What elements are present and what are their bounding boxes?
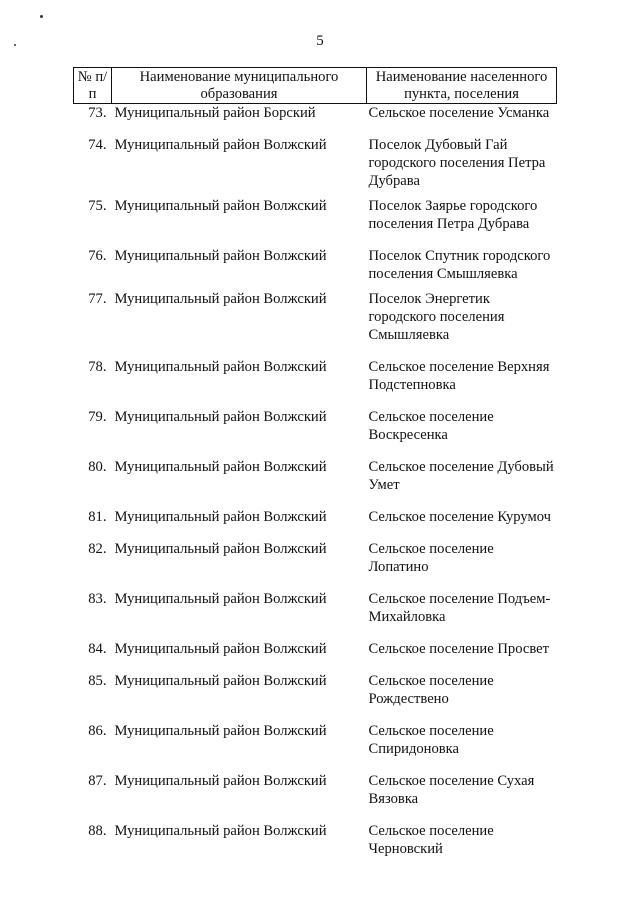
page-number: 5 <box>316 33 324 49</box>
row-number: 77. <box>88 291 107 307</box>
table-row <box>74 672 557 722</box>
row-settlement: Поселок Спутник городского поселения Смышляевка <box>368 248 551 282</box>
table-row <box>74 540 557 590</box>
row-settlement: Сельское поселение Рождествено <box>368 673 494 707</box>
row-municipality: Муниципальный район Волжский <box>114 773 327 789</box>
row-number: 75. <box>88 198 107 214</box>
table-row <box>74 590 557 640</box>
row-number: 74. <box>88 137 107 153</box>
header-municipality: Наименование муниципального образования <box>112 68 367 104</box>
row-number: 81. <box>88 509 107 525</box>
row-municipality: Муниципальный район Волжский <box>114 823 327 839</box>
row-municipality: Муниципальный район Волжский <box>114 641 327 657</box>
row-number: 73. <box>88 105 107 121</box>
row-settlement: Сельское поселение Просвет <box>368 641 549 657</box>
row-municipality: Муниципальный район Волжский <box>114 591 327 607</box>
row-municipality: Муниципальный район Волжский <box>114 459 327 475</box>
row-settlement: Сельское поселение Усманка <box>368 105 550 121</box>
row-number: 80. <box>88 459 107 475</box>
table-row <box>74 772 557 822</box>
table-header-row <box>74 68 557 104</box>
row-number: 76. <box>88 248 107 264</box>
table-row <box>74 822 557 858</box>
table-row <box>74 136 557 197</box>
table-row <box>74 197 557 247</box>
row-settlement: Сельское поселение Курумоч <box>368 509 551 525</box>
table-row <box>74 358 557 408</box>
row-municipality: Муниципальный район Волжский <box>114 198 327 214</box>
row-number: 86. <box>88 723 107 739</box>
row-settlement: Сельское поселение Черновский <box>368 823 494 857</box>
row-number: 78. <box>88 359 107 375</box>
row-municipality: Муниципальный район Волжский <box>114 541 327 557</box>
row-settlement: Сельское поселение Воскресенка <box>368 409 494 443</box>
row-municipality: Муниципальный район Волжский <box>114 409 327 425</box>
row-number: 82. <box>88 541 107 557</box>
row-settlement: Поселок Заярье городского поселения Петра Дубрава <box>368 198 538 232</box>
table-row <box>74 408 557 458</box>
row-settlement: Сельское поселение Подъем-Михайловка <box>368 591 551 625</box>
table-row <box>74 247 557 290</box>
row-number: 85. <box>88 673 107 689</box>
row-municipality: Муниципальный район Волжский <box>114 509 327 525</box>
header-number: № п/п <box>74 68 112 104</box>
settlements-table <box>73 67 557 858</box>
row-settlement: Поселок Энергетик городского поселения Смышляевка <box>368 291 505 343</box>
row-number: 83. <box>88 591 107 607</box>
row-settlement: Сельское поселение Лопатино <box>368 541 494 575</box>
table-row <box>74 508 557 540</box>
row-settlement: Сельское поселение Спиридоновка <box>368 723 494 757</box>
table-row <box>74 458 557 508</box>
table-row <box>74 640 557 672</box>
row-municipality: Муниципальный район Борский <box>114 105 316 121</box>
row-municipality: Муниципальный район Волжский <box>114 359 327 375</box>
row-number: 79. <box>88 409 107 425</box>
row-number: 87. <box>88 773 107 789</box>
header-settlement: Наименование населенного пункта, поселения <box>367 68 557 104</box>
row-settlement: Сельское поселение Верхняя Подстепновка <box>368 359 550 393</box>
row-settlement: Поселок Дубовый Гай городского поселения Петра Дубрава <box>368 137 546 189</box>
row-municipality: Муниципальный район Волжский <box>114 248 327 264</box>
table-row <box>74 104 557 137</box>
row-number: 84. <box>88 641 107 657</box>
row-municipality: Муниципальный район Волжский <box>114 137 327 153</box>
row-settlement: Сельское поселение Сухая Вязовка <box>368 773 535 807</box>
table-row <box>74 722 557 772</box>
row-municipality: Муниципальный район Волжский <box>114 673 327 689</box>
row-number: 88. <box>88 823 107 839</box>
row-municipality: Муниципальный район Волжский <box>114 723 327 739</box>
row-settlement: Сельское поселение Дубовый Умет <box>368 459 554 493</box>
row-municipality: Муниципальный район Волжский <box>114 291 327 307</box>
table-row <box>74 290 557 358</box>
scan-speck <box>40 15 43 18</box>
